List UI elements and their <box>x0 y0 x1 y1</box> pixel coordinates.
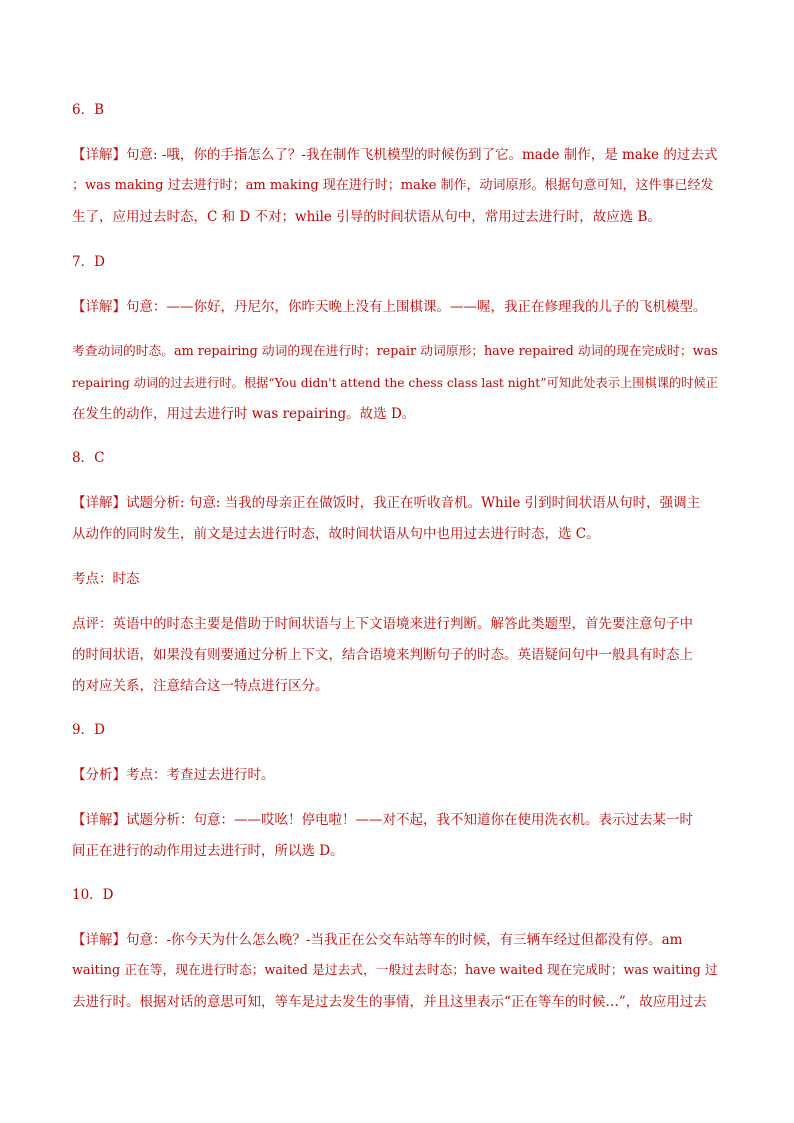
answer-line: 【详解】句意：——你好，丹尼尔，你昨天晚上没有上围棋课。——喔，我正在修理我的儿子的飞机模型。 <box>72 299 707 315</box>
answer-line: 去进行时。根据对话的意思可知，等车是过去发生的事情，并且这里表示“正在等车的时候…”，故应用过去 <box>72 994 707 1010</box>
answer-line: 【分析】考点：考查过去进行时。 <box>72 767 275 783</box>
answer-line: 考点：时态 <box>72 571 140 587</box>
answer-line: 间正在进行的动作用过去进行时，所以选 D。 <box>72 843 344 859</box>
answer-line: 的时间状语，如果没有则要通过分析上下文，结合语境来判断句子的时态。英语疑问句中一般具有时态上 <box>72 647 693 663</box>
question-number: 6．B <box>72 102 105 118</box>
answer-line: 从动作的同时发生，前文是过去进行时态，故时间状语从句中也用过去进行时态，选 C。 <box>72 526 600 542</box>
answer-line: 【详解】句意: -哦，你的手指怎么了？-我在制作飞机模型的时候伤到了它。made 制作，是 make 的过去式 <box>72 147 718 163</box>
answer-line: 在发生的动作，用过去进行时 was repairing。故选 D。 <box>72 406 416 422</box>
answer-line: 点评：英语中的时态主要是借助于时间状语与上下文语境来进行判断。解答此类题型，首先要注意句子中 <box>72 616 693 632</box>
answer-line: 考查动词的时态。am repairing 动词的现在进行时；repair 动词原形；have repaired 动词的现在完成时；was <box>72 344 718 359</box>
answer-line: 的对应关系，注意结合这一特点进行区分。 <box>72 678 329 694</box>
answer-line: repairing 动词的过去进行时。根据“You didn't attend the chess class last night”可知此处表示上围棋课的时候正 <box>72 376 718 390</box>
answer-line: waiting 正在等，现在进行时态；waited 是过去式，一般过去时态；have waited 现在完成时；was waiting 过 <box>72 963 718 978</box>
question-number: 9．D <box>72 722 105 738</box>
answer-line: 生了，应用过去时态，C 和 D 不对；while 引导的时间状语从句中，常用过去进行时，故应选 B。 <box>72 209 661 225</box>
question-number: 8．C <box>72 450 105 466</box>
question-number: 10．D <box>72 887 114 903</box>
answer-line: 【详解】句意：-你今天为什么怎么晚？-当我正在公交车站等车的时候，有三辆车经过但都没有停。am <box>72 932 683 948</box>
answer-line: 【详解】试题分析: 句意: 当我的母亲正在做饭时，我正在听收音机。While 引到时间状语从句时，强调主 <box>72 495 701 511</box>
answer-line: 【详解】试题分析：句意：——哎吆！停电啦！——对不起，我不知道你在使用洗衣机。表示过去某一时 <box>72 812 693 828</box>
question-number: 7．D <box>72 254 105 270</box>
answer-line: ；was making 过去进行时；am making 现在进行时；make 制作，动词原形。根据句意可知，这件事已经发 <box>72 178 714 193</box>
